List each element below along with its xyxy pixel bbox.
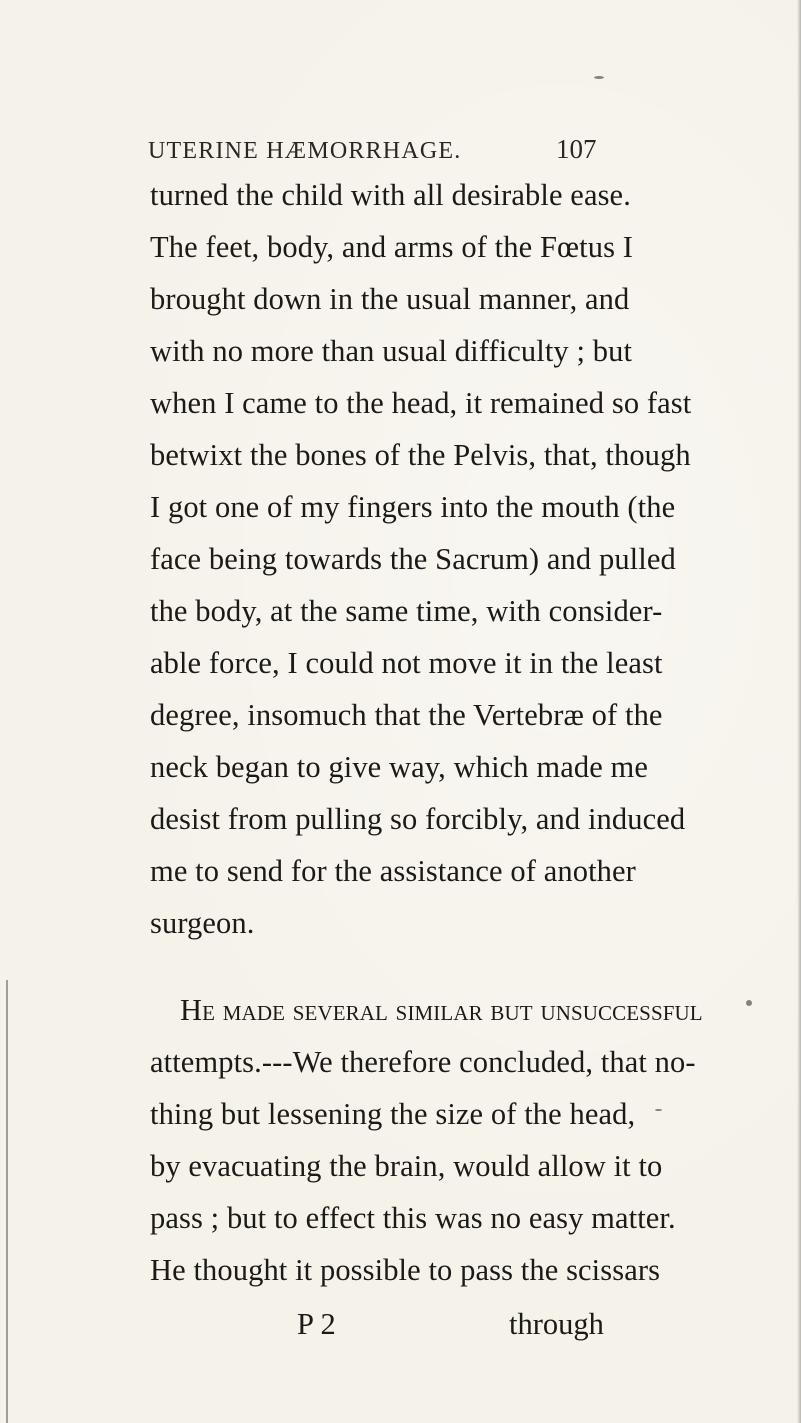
text-line: the body, at the same time, with consider- (150, 594, 663, 628)
text-line: by evacuating the brain, would allow it to (150, 1149, 663, 1183)
page-number: 107 (556, 134, 597, 164)
text-line: me to send for the assistance of another (150, 854, 636, 888)
ink-speck (655, 1109, 662, 1111)
text-line: face being towards the Sacrum) and pulled (150, 542, 676, 576)
text-line: with no more than usual difficulty ; but (150, 334, 633, 368)
text-line: brought down in the usual manner, and (150, 282, 630, 316)
catchword: through (509, 1307, 604, 1341)
text-line: attempts.---We therefore concluded, that no- (150, 1045, 696, 1079)
text-line: degree, insomuch that the Vertebræ of the (150, 698, 663, 732)
text-line: when I came to the head, it remained so fast (150, 386, 692, 420)
page-edge-shadow (797, 0, 801, 1423)
text-line: desist from pulling so forcibly, and induced (150, 802, 686, 836)
text-line: thing but lessening the size of the head, (150, 1097, 636, 1131)
text-line: He thought it possible to pass the scissars (150, 1253, 661, 1287)
running-title: UTERINE HÆMORRHAGE. (148, 138, 462, 164)
text-line: neck began to give way, which made me (150, 750, 649, 784)
text-line: betwixt the bones of the Pelvis, that, though (150, 438, 691, 472)
text-line: I got one of my fingers into the mouth (the (150, 490, 676, 524)
ink-speck (594, 76, 604, 79)
text-line: able force, I could not move it in the least (150, 646, 663, 680)
text-line: The feet, body, and arms of the Fœtus I (150, 230, 634, 264)
text-line: pass ; but to effect this was no easy matter. (150, 1201, 676, 1235)
text-line: surgeon. (150, 906, 255, 940)
ink-speck (746, 1000, 752, 1006)
signature-mark: P 2 (297, 1307, 336, 1341)
binding-edge-line (6, 980, 8, 1423)
paragraph-opening-line: He made several similar but unsuccessful (180, 993, 703, 1027)
text-line: turned the child with all desirable ease. (150, 178, 631, 212)
